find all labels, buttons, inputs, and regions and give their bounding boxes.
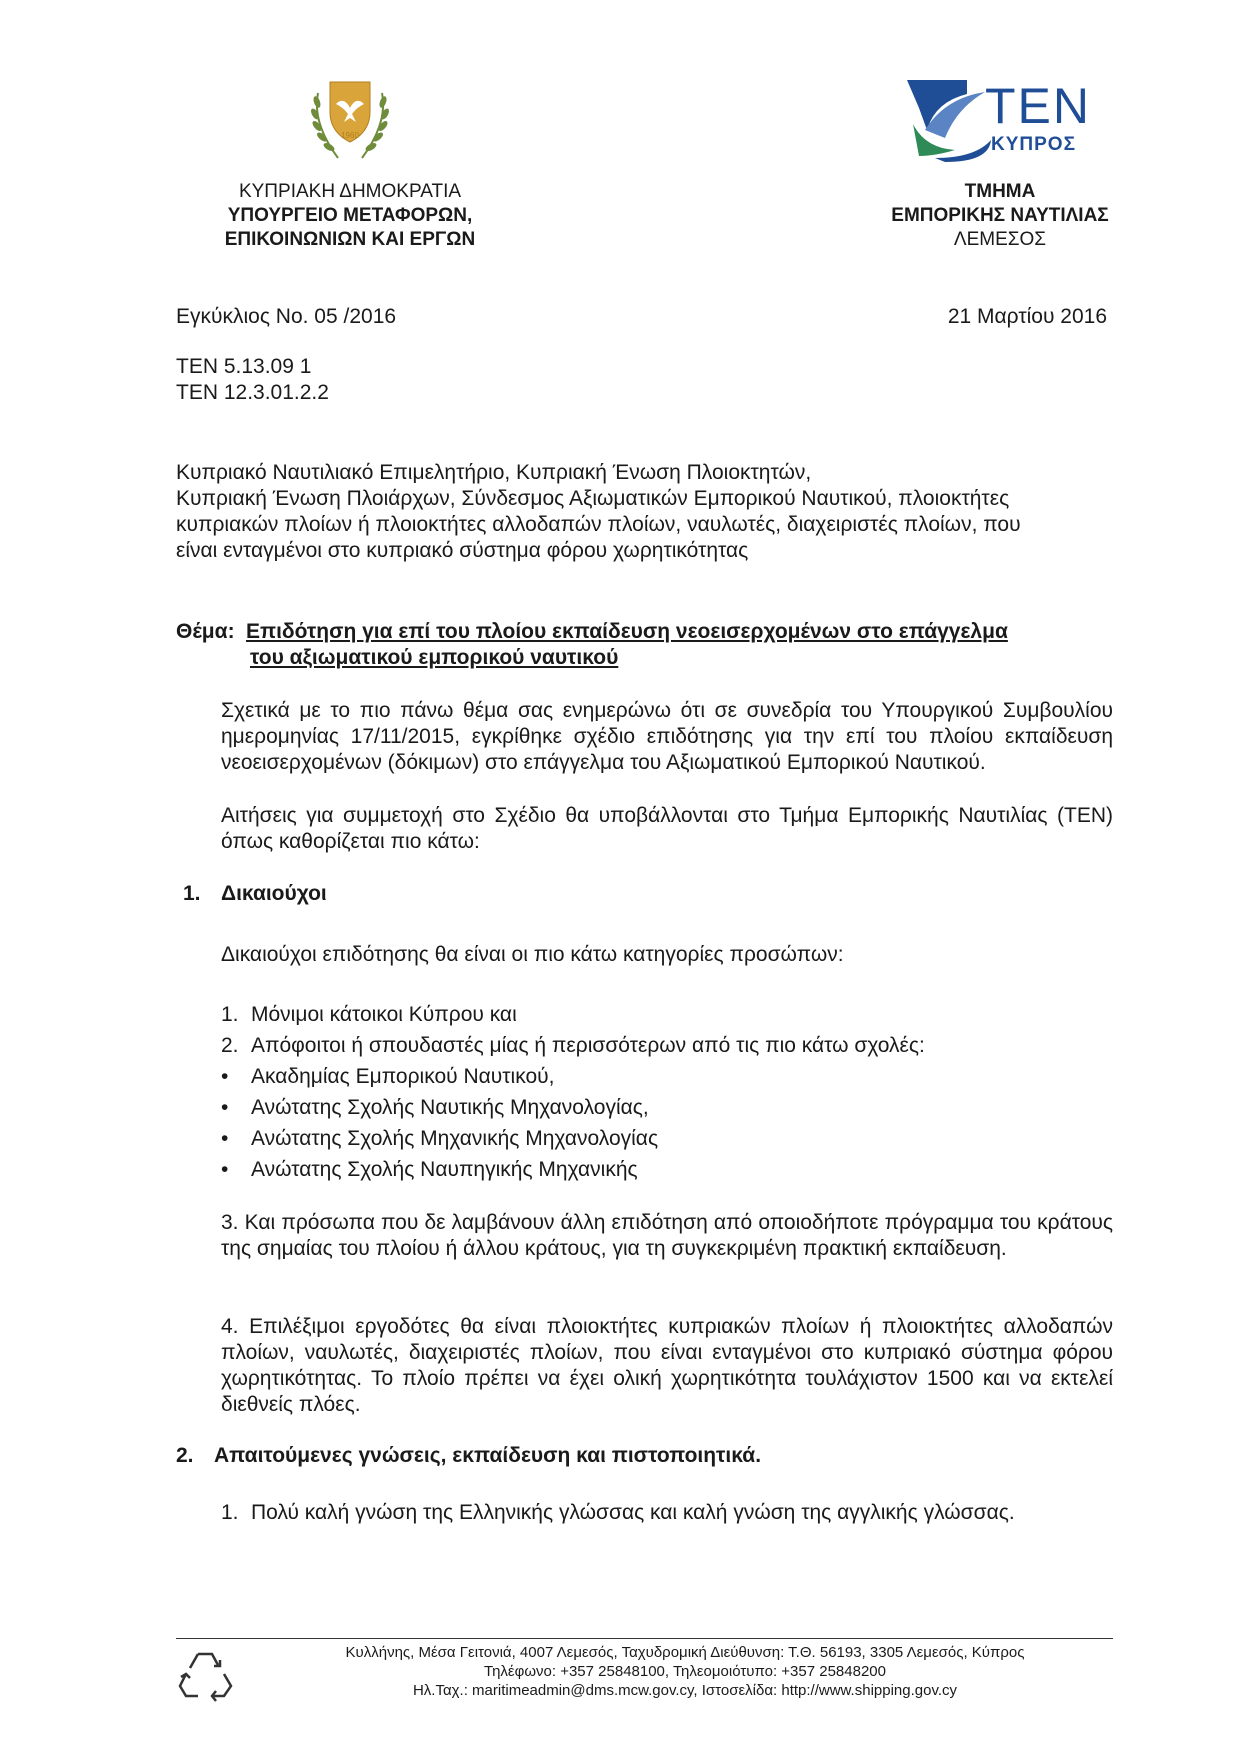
coat-of-arms-icon <box>300 78 400 166</box>
section-1-title: Δικαιούχοι <box>221 882 327 905</box>
footer-divider <box>176 1638 1113 1639</box>
bullet-icon: • <box>221 1127 229 1150</box>
school-name: Ανώτατης Σχολής Ναυπηγικής Μηχανικής <box>251 1158 638 1181</box>
recipients-line: Κυπριακό Ναυτιλιακό Επιμελητήριο, Κυπριακή Ένωση Πλοιοκτητών, <box>176 461 812 484</box>
bullet-icon: • <box>221 1065 229 1088</box>
header-ministry-line2: ΕΠΙΚΟΙΝΩΝΙΩΝ ΚΑΙ ΕΡΓΩΝ <box>224 229 476 250</box>
ten-logo <box>905 78 1091 162</box>
header-ministry-line1: ΥΠΟΥΡΓΕΙΟ ΜΕΤΑΦΟΡΩΝ, <box>227 205 473 226</box>
school-item <box>221 1095 1113 1126</box>
list-item <box>221 1033 1113 1064</box>
list-marker: 1. <box>221 1003 239 1026</box>
svg-text:1960: 1960 <box>341 131 359 140</box>
subject-line-2: του αξιωματικού εμπορικού ναυτικού <box>250 646 619 669</box>
recycle-icon <box>176 1646 234 1704</box>
recipients-line: Κυπριακή Ένωση Πλοιάρχων, Σύνδεσμος Αξιωματικών Εμπορικού Ναυτικού, πλοιοκτήτες <box>176 487 1010 510</box>
recipients-block <box>176 460 1116 564</box>
section-2-item <box>221 1500 1113 1526</box>
school-item <box>221 1157 1113 1188</box>
circular-number: Εγκύκλιος No. 05 /2016 <box>176 305 397 328</box>
section-1-lead: Δικαιούχοι επιδότησης θα είναι οι πιο κάτω κατηγορίες προσώπων: <box>221 943 844 966</box>
reference-1: TEN 5.13.09 1 <box>176 355 312 378</box>
school-name: Ανώτατης Σχολής Ναυτικής Μηχανολογίας, <box>251 1096 649 1119</box>
reference-numbers <box>176 354 329 406</box>
school-item <box>221 1064 1113 1095</box>
section-2-number: 2. <box>176 1444 194 1467</box>
ministry-header <box>160 180 540 252</box>
recipients-line: είναι ενταγμένοι στο κυπριακό σύστημα φόρου χωρητικότητας <box>176 539 749 562</box>
bullet-icon: • <box>221 1096 229 1119</box>
list-marker: 1. <box>221 1501 239 1524</box>
section-1-paragraph-4: 4. Επιλέξιμοι εργοδότες θα είναι πλοιοκτήτες κυπριακών πλοίων ή πλοιοκτήτες αλλοδαπών πλοίων, ναυλωτές, διαχειριστές πλοίων, που είναι ενταγμένοι στο κυπριακό σύστημα φόρου χωρητικότητας. Το πλοίο πρέπει να έχει ολική χωρητικότητα τουλάχιστον 1500 και να εκτελεί διεθνείς πλόες. <box>221 1315 1113 1416</box>
circular-date: 21 Μαρτίου 2016 <box>947 305 1107 328</box>
footer-phone-line: Τηλέφωνο: +357 25848100, Τηλεομοιότυπο: +357 25848200 <box>484 1663 886 1680</box>
bullet-icon: • <box>221 1158 229 1181</box>
list-item-text: Πολύ καλή γνώση της Ελληνικής γλώσσας και καλή γνώση της αγγλικής γλώσσας. <box>251 1501 1015 1524</box>
intro-paragraph: Σχετικά με το πιο πάνω θέμα σας ενημερώνω ότι σε συνεδρία του Υπουργικού Συμβουλίου ημερομηνίας 17/11/2015, εγκρίθηκε σχέδιο επιδότησης για την επί του πλοίου εκπαίδευση νεοεισερχομένων (δόκιμων) στο επάγγελμα του Αξιωματικού Εμπορικού Ναυτικού. <box>221 699 1113 774</box>
header-city: ΛΕΜΕΣΟΣ <box>953 229 1047 250</box>
list-item <box>221 1002 1113 1033</box>
section-1-paragraph-3: 3. Και πρόσωπα που δε λαμβάνουν άλλη επιδότηση από οποιοδήποτε πρόγραμμα του κράτους της σημαίας του πλοίου ή άλλου κράτους, για τη συγκεκριμένη πρακτική εκπαίδευση. <box>221 1211 1113 1260</box>
subject-label: Θέμα: <box>176 620 235 643</box>
school-name: Ακαδημίας Εμπορικού Ναυτικού, <box>251 1065 555 1088</box>
recipients-line: κυπριακών πλοίων ή πλοιοκτήτες αλλοδαπών πλοίων, ναυλωτές, διαχειριστές πλοίων, που <box>176 513 1021 536</box>
header-department: ΤΜΗΜΑ <box>964 181 1036 202</box>
section-2-title: Απαιτούμενες γνώσεις, εκπαίδευση και πιστοποιητικά. <box>214 1444 762 1467</box>
list-item-text: Απόφοιτοι ή σπουδαστές μίας ή περισσότερων από τις πιο κάτω σχολές: <box>251 1034 925 1057</box>
header-republic: ΚΥΠΡΙΑΚΗ ΔΗΜΟΚΡΑΤΙΑ <box>238 181 462 202</box>
ten-logo-subtext: ΚΥΠΡΟΣ <box>991 134 1076 155</box>
eligibility-list <box>221 1002 1113 1188</box>
footer-address-line: Κυλλήνης, Μέσα Γειτονιά, 4007 Λεμεσός, Ταχυδρομική Διεύθυνση: Τ.Θ. 56193, 3305 Λεμεσός, Κύπρος <box>345 1644 1025 1661</box>
department-header <box>840 180 1160 252</box>
ten-logo-text: TEN <box>985 78 1091 134</box>
footer-address <box>250 1643 1120 1700</box>
subject-line-1: Επιδότηση για επί του πλοίου εκπαίδευση νεοεισερχομένων στο επάγγελμα <box>246 620 1008 643</box>
reference-2: TEN 12.3.01.2.2 <box>176 381 329 404</box>
footer-email-line: Ηλ.Ταχ.: maritimeadmin@dms.mcw.gov.cy, Ιστοσελίδα: http://www.shipping.gov.cy <box>412 1682 958 1699</box>
school-item <box>221 1126 1113 1157</box>
list-marker: 2. <box>221 1034 239 1057</box>
header-merchant-shipping: ΕΜΠΟΡΙΚΗΣ ΝΑΥΤΙΛΙΑΣ <box>891 205 1109 226</box>
intro-paragraph-applications: Αιτήσεις για συμμετοχή στο Σχέδιο θα υποβάλλονται στο Τμήμα Εμπορικής Ναυτιλίας (ΤΕΝ) όπως καθορίζεται πιο κάτω: <box>221 804 1113 853</box>
section-1-number: 1. <box>183 882 201 905</box>
school-name: Ανώτατης Σχολής Μηχανικής Μηχανολογίας <box>251 1127 659 1150</box>
list-item-text: Μόνιμοι κάτοικοι Κύπρου και <box>251 1003 517 1026</box>
